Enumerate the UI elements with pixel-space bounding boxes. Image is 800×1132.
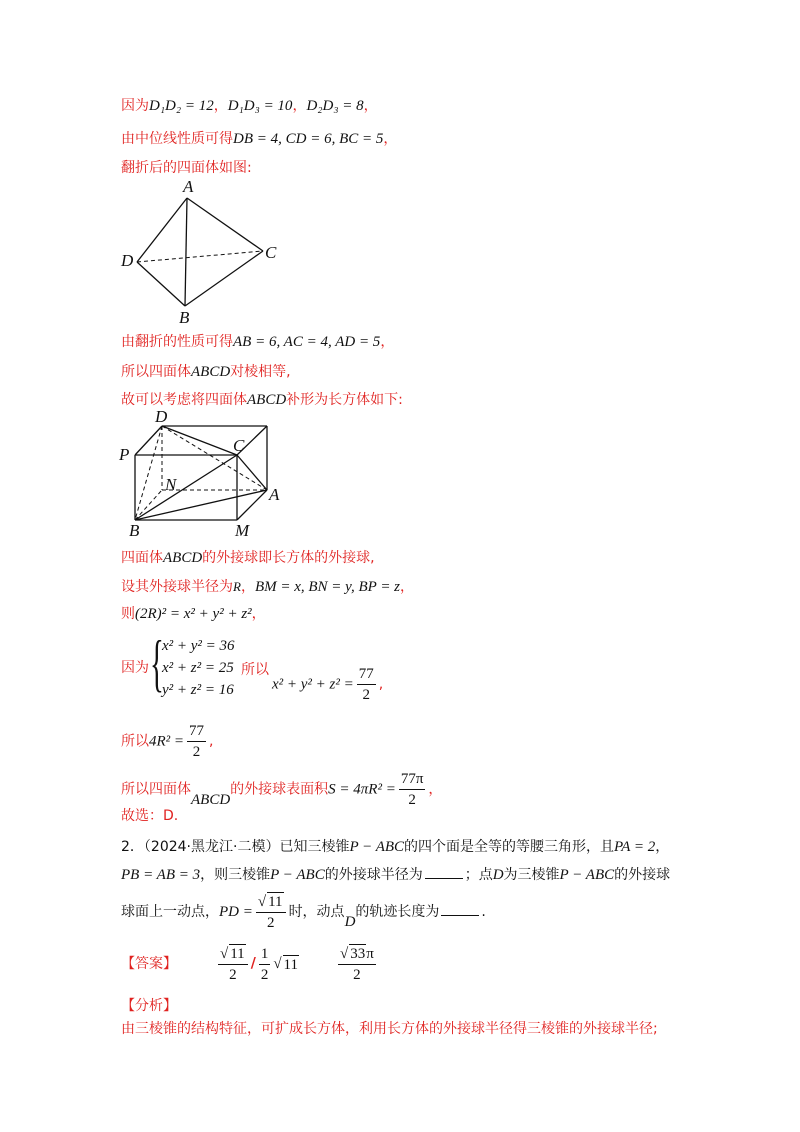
num: 77π bbox=[399, 770, 426, 790]
math-d: D bbox=[344, 914, 356, 930]
answer-separator: / bbox=[250, 955, 256, 972]
text: 设其外接球半径为 bbox=[121, 579, 233, 595]
edge-cb bbox=[185, 251, 263, 306]
text: 的四个面是全等的等腰三角形，且 bbox=[404, 839, 615, 855]
edge-ac bbox=[187, 198, 263, 251]
math-r: R bbox=[233, 579, 241, 594]
line-fold-property bbox=[121, 333, 394, 351]
radicand: 11 bbox=[230, 946, 245, 962]
math-ab-ac-ad: AB = 6, AC = 4, AD = 5 bbox=[233, 334, 381, 350]
sep: ， bbox=[251, 606, 266, 622]
label-a: A bbox=[183, 178, 194, 196]
sep: ， bbox=[400, 579, 415, 595]
den: 2 bbox=[266, 915, 275, 931]
math-pb-ab: PB = AB = 3 bbox=[121, 867, 201, 883]
text: 的外接球即长方体的外接球, bbox=[202, 550, 375, 566]
radicand: 33 bbox=[350, 946, 366, 962]
brace: { bbox=[150, 627, 164, 698]
equation-system bbox=[150, 627, 240, 699]
num: 1 bbox=[259, 945, 271, 965]
edge-dc-hidden bbox=[137, 251, 263, 262]
den: 2 bbox=[408, 792, 416, 808]
math-pabc: P − ABC bbox=[559, 867, 615, 883]
answer-blank-2[interactable] bbox=[441, 903, 479, 916]
text: 所以 bbox=[241, 662, 269, 678]
line-4r2 bbox=[121, 722, 214, 761]
label-b: B bbox=[129, 521, 140, 540]
text: 所以 bbox=[121, 733, 149, 750]
line-diameter-eq bbox=[121, 605, 266, 623]
text: 所以四面体 bbox=[121, 364, 191, 380]
text: 故选：D. bbox=[121, 808, 179, 824]
frac-1-2 bbox=[259, 945, 271, 984]
label-c: C bbox=[233, 436, 245, 455]
text-midline: 由中位线性质可得 bbox=[121, 131, 233, 147]
answer-line bbox=[121, 944, 379, 984]
math-d: D bbox=[492, 867, 504, 883]
frac-77-2 bbox=[187, 722, 206, 761]
sys-row-3: y² + z² = 16 bbox=[162, 682, 234, 698]
math-abcd: ABCD bbox=[163, 550, 203, 566]
text: 故可以考虑将四面体 bbox=[121, 392, 247, 408]
analysis-label: 【分析】 bbox=[121, 998, 177, 1014]
cuboid-figure bbox=[115, 408, 290, 543]
line-surface-area bbox=[121, 770, 442, 809]
sqrt-sign: √ bbox=[257, 894, 267, 910]
line-so-sum bbox=[241, 662, 269, 679]
q2-line-3 bbox=[121, 892, 486, 932]
text: . bbox=[481, 904, 486, 920]
line-complete-box bbox=[121, 391, 403, 409]
frac-77pi-2 bbox=[399, 770, 426, 809]
math-pabc: P − ABC bbox=[270, 867, 325, 883]
tetrahedron-figure bbox=[115, 178, 295, 328]
math-d2d3: D₂D₃ = 8 bbox=[306, 98, 364, 114]
answer-label: 【答案】 bbox=[121, 955, 177, 972]
text: 的轨迹长度为 bbox=[355, 904, 440, 920]
label-d: D bbox=[121, 251, 134, 270]
label-c: C bbox=[265, 243, 277, 262]
text: 为三棱锥 bbox=[503, 867, 560, 883]
sep: ， bbox=[655, 839, 670, 855]
pi: π bbox=[366, 946, 374, 962]
math-abcd: ABCD bbox=[191, 791, 231, 808]
text: ；点 bbox=[464, 867, 493, 883]
sep: ， bbox=[240, 579, 255, 595]
math-abcd: ABCD bbox=[191, 364, 231, 380]
sys-row-1: x² + y² = 36 bbox=[162, 638, 235, 654]
math-db-cd-bc: DB = 4, CD = 6, BC = 5 bbox=[233, 131, 384, 147]
math-d1d2: D₁D₂ = 12 bbox=[149, 98, 214, 114]
edge-cb bbox=[135, 455, 237, 520]
text-folded-intro: 翻折后的四面体如图: bbox=[121, 160, 252, 176]
label-a: A bbox=[269, 485, 280, 504]
text: 已知三棱锥 bbox=[279, 839, 350, 855]
line-circumsphere bbox=[121, 549, 375, 567]
math-pabc: P − ABC bbox=[349, 839, 405, 855]
sqrt-sign: √ bbox=[340, 946, 349, 962]
math-d1d3: D₁D₃ = 10 bbox=[227, 98, 293, 114]
line-set-radius bbox=[121, 578, 414, 596]
sep: ， bbox=[363, 98, 378, 114]
edge-ad bbox=[137, 198, 187, 262]
line-answer-choice bbox=[121, 808, 178, 825]
sep: ， bbox=[428, 781, 443, 798]
math-2r-squared: (2R)² = x² + y² + z² bbox=[135, 606, 252, 622]
text: 补形为长方体如下: bbox=[286, 392, 403, 408]
edge-db bbox=[137, 262, 185, 306]
line-midline bbox=[121, 130, 397, 148]
den: 2 bbox=[353, 967, 361, 983]
text-label: 因为 bbox=[121, 98, 149, 114]
q2-number: 2． bbox=[121, 839, 144, 855]
sep: , bbox=[378, 676, 384, 693]
line-given-lengths bbox=[121, 97, 378, 115]
edge-ab bbox=[185, 198, 187, 306]
label-m: M bbox=[235, 521, 250, 540]
text: ，则三棱锥 bbox=[200, 867, 271, 883]
text: 所以四面体 bbox=[121, 781, 191, 798]
edge-ba bbox=[135, 490, 267, 520]
num: 77 bbox=[187, 722, 206, 742]
sep: ， bbox=[292, 98, 307, 114]
frac-sqrt11-2 bbox=[256, 892, 286, 932]
math-abcd: ABCD bbox=[247, 392, 287, 408]
text-because: 因为 bbox=[121, 660, 149, 676]
math-4r2: 4R² = bbox=[149, 733, 185, 750]
q2-line-2 bbox=[121, 866, 670, 884]
math-xyz-sum: x² + y² + z² = bbox=[272, 676, 354, 693]
analysis-text: 由三棱锥的结构特征，可扩成长方体，利用长方体的外接球半径得三棱锥的外接球半径; bbox=[121, 1021, 658, 1037]
edge-am bbox=[237, 490, 267, 520]
sys-row-2: x² + z² = 25 bbox=[162, 660, 234, 676]
radicand: 11 bbox=[268, 894, 283, 910]
edge-dc bbox=[162, 426, 237, 455]
line-opposite-edges bbox=[121, 363, 291, 381]
text: 的外接球表面积 bbox=[230, 781, 329, 798]
den: 2 bbox=[260, 966, 269, 983]
den: 2 bbox=[192, 744, 201, 760]
math-pa: PA = 2 bbox=[614, 839, 656, 855]
radicand: 11 bbox=[283, 956, 298, 973]
sep: ， bbox=[213, 98, 228, 114]
sep: ， bbox=[383, 131, 398, 147]
edge-da bbox=[162, 426, 267, 490]
sep: , bbox=[209, 733, 214, 750]
den: 2 bbox=[362, 687, 371, 703]
math-bm-bn-bp: BM = x, BN = y, BP = z bbox=[254, 579, 401, 595]
edge-ca bbox=[237, 455, 267, 490]
label-d: D bbox=[155, 408, 168, 426]
math-sum-eq bbox=[272, 665, 383, 704]
text: 四面体 bbox=[121, 550, 163, 566]
sep: ， bbox=[380, 334, 395, 350]
frac-77-2 bbox=[357, 665, 376, 704]
text: 对棱相等, bbox=[230, 364, 291, 380]
text: 球面上一动点， bbox=[121, 904, 219, 920]
math-pd: PD = bbox=[219, 904, 253, 920]
text: 则 bbox=[121, 606, 135, 622]
label-n: N bbox=[165, 475, 177, 494]
text: 时，动点 bbox=[288, 904, 345, 920]
frac-sqrt33pi-2 bbox=[338, 944, 376, 984]
label-p: P bbox=[119, 445, 130, 464]
text: 的外接球半径为 bbox=[324, 867, 423, 883]
den: 2 bbox=[229, 967, 237, 983]
frac-sqrt11-2 bbox=[218, 944, 248, 984]
label-b: B bbox=[179, 308, 190, 327]
q2-line-1 bbox=[121, 838, 669, 856]
line-folded-intro bbox=[121, 160, 252, 177]
num: 77 bbox=[357, 665, 376, 685]
sqrt-sign: √ bbox=[273, 956, 282, 972]
text-fold-property: 由翻折的性质可得 bbox=[121, 334, 233, 350]
q2-source: （2024·黑龙江·二模） bbox=[143, 839, 280, 855]
text: 的外接球 bbox=[614, 867, 671, 883]
answer-blank-1[interactable] bbox=[425, 866, 463, 879]
sqrt-sign: √ bbox=[220, 946, 229, 962]
math-s: S = 4πR² = bbox=[328, 781, 396, 798]
